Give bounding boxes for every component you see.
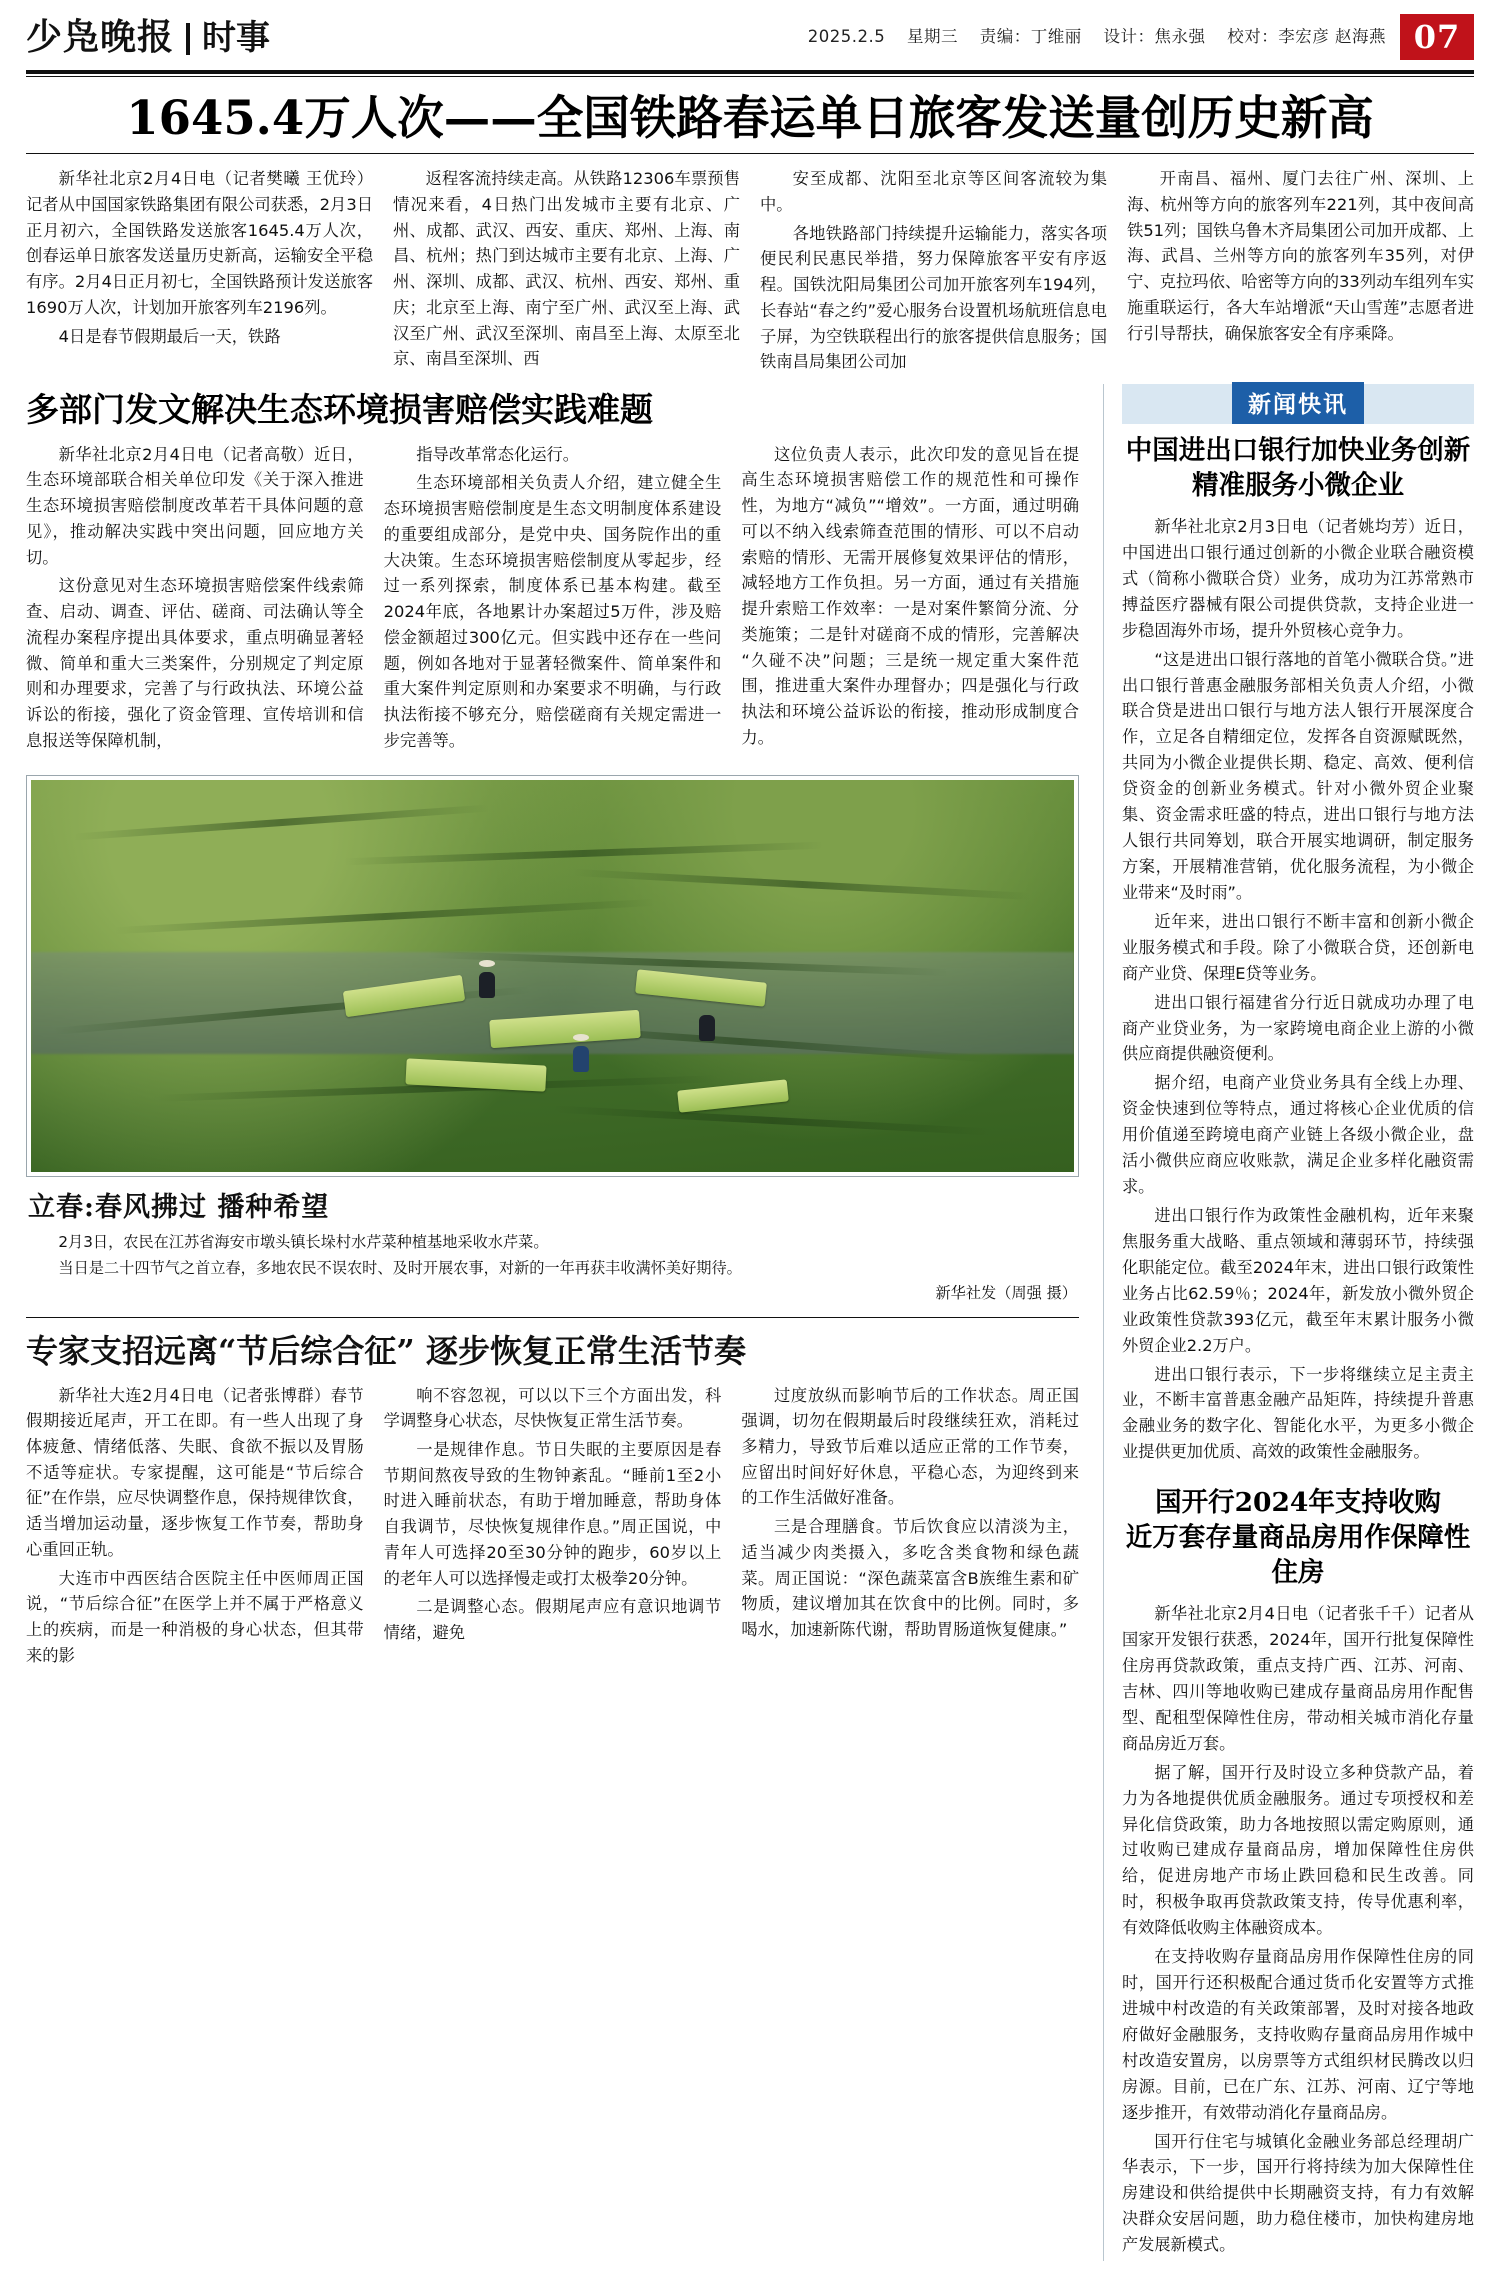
- rail-spacer: [1122, 1468, 1474, 1478]
- rail-story1-heading-line1: 中国进出口银行加快业务创新: [1125, 435, 1471, 467]
- rail-story1-heading-line2: 精准服务小微企业: [1192, 470, 1404, 502]
- top-story-column-3: [760, 166, 1107, 378]
- eco-column-1: [26, 442, 364, 757]
- paragraph: 这位负责人表示，此次印发的意见旨在提高生态环境损害赔偿工作的规范性和可操作性，为地方“减负”“增效”。一方面，通过明确可以不纳入线索筛查范围的情形、可以不启动索赔的情形、无需开展修复效果评估的情形，减轻地方工作负担。另一方面，通过有关措施提升索赔工作效率：一是对案件繁简分流、分类施策；二是针对磋商不成的情形，完善解决“久碰不决”问题；三是统一规定重大案件范围，推进重大案件办理督办；四是强化与行政执法和环境公益诉讼的衔接，推动形成制度合力。: [741, 444, 1080, 747]
- expert-column-2: [384, 1383, 722, 1672]
- photo-caption-line: 当日是二十四节气之首立春，多地农民不误农时、及时开展农事，对新的一年再获丰收满怀美好期待。: [58, 1258, 742, 1277]
- newspaper-logo: [26, 16, 271, 58]
- paragraph: 进出口银行表示，下一步将继续立足主责主业，不断丰富普惠金融产品矩阵，持续提升普惠金融业务的数字化、智能化水平，为更多小微企业提供更加优质、高效的政策性金融服务。: [1122, 1364, 1474, 1462]
- paragraph: 指导改革常态化运行。: [416, 444, 580, 464]
- paragraph: 近年来，进出口银行不断丰富和创新小微企业服务模式和手段。除了小微联合贷，还创新电商产业贷、保理E贷等业务。: [1122, 911, 1474, 983]
- photo-image-celery-harvest: [31, 780, 1074, 1172]
- paragraph: 新华社北京2月3日电（记者姚均芳）近日，中国进出口银行通过创新的小微企业联合融资模式（简称小微联合贷）业务，成功为江苏常熟市搏益医疗器械有限公司提供贷款，支持企业进一步稳固海外市场，提升外贸核心竞争力。: [1122, 517, 1474, 640]
- paragraph: 这份意见对生态环境损害赔偿案件线索筛查、启动、调查、评估、磋商、司法确认等全流程办案程序提出具体要求，重点明确显著轻微、简单和重大三类案件，分别规定了判定原则和办理要求，完善了与行政执法、环境公益诉讼的衔接，强化了资金管理、宣传培训和信息报送等保障机制，: [26, 576, 364, 750]
- masthead-rule-thick: [26, 70, 1474, 74]
- paragraph: 大连市中西医结合医院主任中医师周正国说，“节后综合征”在医学上并不属于严格意义上的疾病，而是一种消极的身心状态，但其带来的影: [26, 1568, 364, 1665]
- page-title: 1645.4万人次——全国铁路春运单日旅客发送量创历史新高: [126, 90, 1374, 145]
- news-flash-tag: 新闻快讯: [1232, 382, 1364, 424]
- paragraph: 进出口银行作为政策性金融机构，近年来聚焦服务重大战略、重点领域和薄弱环节，持续强化职能定位。截至2024年末，进出口银行政策性业务占比62.59％；2024年，新发放小微外贸企业政策性贷款393亿元，截至年末累计服务小微外贸企业2.2万户。: [1122, 1206, 1474, 1355]
- paragraph: 据介绍，电商产业贷业务具有全线上办理、资金快速到位等特点，通过将核心企业优质的信用价值递至跨境电商产业链上各级小微企业，盘活小微供应商应收账款，满足企业多样化融资需求。: [1122, 1073, 1474, 1197]
- eco-column-3: [741, 442, 1079, 757]
- eco-column-2: [384, 442, 722, 757]
- photo-caption-title: 立春:春风拂过 播种希望: [28, 1191, 330, 1223]
- editor-credit: 责编：丁维丽: [979, 27, 1082, 46]
- photo-worker: [479, 972, 495, 998]
- news-flash-header: [1122, 384, 1474, 424]
- rail-story2-heading-line2: 近万套存量商品房用作保障性住房: [1125, 1522, 1471, 1589]
- expert-section-body: [26, 1383, 1079, 1672]
- publish-date: 2025.2.5: [807, 27, 886, 46]
- page-number-badge: 07: [1400, 14, 1474, 60]
- rail-story2-heading-line1: 国开行2024年支持收购: [1155, 1487, 1441, 1519]
- masthead-rule-thin: [26, 76, 1474, 77]
- expert-column-3: [741, 1383, 1079, 1672]
- paragraph: 过度放纵而影响节后的工作状态。周正国强调，切勿在假期最后时段继续狂欢，消耗过多精力，导致节后难以适应正常的工作节奏，应留出时间好好休息，平稳心态，为迎终到来的工作生活做好准备。: [741, 1385, 1080, 1508]
- expert-column-1: [26, 1383, 364, 1672]
- top-story-column-1: [26, 166, 373, 378]
- logo-main-text: 少凫晚报: [26, 16, 175, 58]
- paragraph: “这是进出口银行落地的首笔小微联合贷。”进出口银行普惠金融服务部相关负责人介绍，小微联合贷是进出口银行与地方法人银行开展深度合作，立足各自精细定位，发挥各自资源赋既然，共同为小微企业提供长期、稳定、高效、便利信贷资金的创新业务模式。针对小微外贸企业聚集、资金需求旺盛的特点，进出口银行与地方法人银行共同筹划，联合开展实地调研，制定服务方案，开展精准营销，优化服务流程，为小微企业带来“及时雨”。: [1122, 649, 1474, 902]
- paragraph: 国开行住宅与城镇化金融业务部总经理胡广华表示，下一步，国开行将持续为加大保障性住房建设和供给提供中长期融资支持，有力有效解决群众安居问题，助力稳住楼市，加快构建房地产发展新模式。: [1122, 2131, 1474, 2255]
- lower-layout: [26, 384, 1474, 2261]
- publish-weekday: 星期三: [907, 27, 958, 46]
- logo-section-text: 时事: [202, 18, 271, 58]
- paragraph: 4日是春节假期最后一天，铁路: [58, 326, 281, 346]
- masthead: [26, 14, 1474, 66]
- designer-credit: 设计：焦永强: [1103, 27, 1206, 46]
- paragraph: 据了解，国开行及时设立多种贷款产品，着力为各地提供优质金融服务。通过专项授权和差异化信贷政策，助力各地按照以需定购原则，通过收购已建成存量商品房，增加保障性住房供给，促进房地产市场止跌回稳和民生改善。同时，积极争取再贷款政策支持，传导优惠利率，有效降低收购主体融资成本。: [1122, 1762, 1474, 1938]
- paragraph: 新华社北京2月4日电（记者高敬）近日，生态环境部联合相关单位印发《关于深入推进生态环境损害赔偿制度改革若干具体问题的意见》，推动解决实践中突出问题，回应地方关切。: [26, 444, 364, 567]
- paragraph: 一是规律作息。节日失眠的主要原因是春节期间熬夜导致的生物钟紊乱。“睡前1至2小时进入睡前状态，有助于增加睡意，帮助身体自我调节，尽快恢复规律作息。”周正国说，中青年人可选择20至30分钟的跑步，60岁以上的老年人可以选择慢走或打太极拳20分钟。: [383, 1439, 722, 1588]
- photo-crop-rows: [31, 780, 1074, 1172]
- paragraph: 生态环境部相关负责人介绍，建立健全生态环境损害赔偿制度是生态文明制度体系建设的重要组成部分，是党中央、国务院作出的重大决策。生态环境损害赔偿制度从零起步，经过一系列探索，制度体系已基本构建。截至2024年底，各地累计办案超过5万件，涉及赔偿金额超过300亿元。但实践中还存在一些问题，例如各地对于显著轻微案件、简单案件和重大案件判定原则和办案要求不明确，与行政执法衔接不够充分，赔偿磋商有关规定需进一步完善等。: [383, 473, 722, 750]
- rail-story2-heading: [1122, 1486, 1474, 1591]
- photo-worker-hat: [479, 960, 495, 967]
- top-story: [26, 166, 1474, 378]
- paragraph: 开南昌、福州、厦门去往广州、深圳、上海、杭州等方向的旅客列车221列，其中夜间高铁51列；国铁乌鲁木齐局集团公司加开成都、上海、武昌、兰州等方向的旅客列车35列，对伊宁、克拉玛依、哈密等方向的33列动车组列车实施重联运行，各大车站增派“天山雪莲”志愿者进行引导帮扶，确保旅客安全有序乘降。: [1127, 169, 1474, 343]
- right-rail: [1103, 384, 1474, 2261]
- eco-section-heading: 多部门发文解决生态环境损害赔偿实践难题: [26, 390, 653, 430]
- rail-story1-heading: [1122, 434, 1474, 504]
- photo-worker: [573, 1046, 589, 1072]
- paragraph: 三是合理膳食。节后饮食应以清淡为主，适当减少肉类摄入，多吃含类食物和绿色蔬菜。周正国说：“深色蔬菜富含B族维生素和矿物质，建议增加其在饮食中的比例。同时，多喝水，加速新陈代谢，帮助胃肠道恢复健康。”: [741, 1517, 1080, 1640]
- top-story-column-4: [1127, 166, 1474, 378]
- photo-worker: [699, 1015, 715, 1041]
- headline-rule: [26, 153, 1474, 154]
- paragraph: 各地铁路部门持续提升运输能力，落实各项便民利民惠民举措，努力保障旅客平安有序返程。国铁沈阳局集团公司加开旅客列车194列，长春站“春之约”爱心服务台设置机场航班信息电子屏，为空铁联程出行的旅客提供信息服务；国铁南昌局集团公司加: [760, 223, 1107, 372]
- paragraph: 在支持收购存量商品房用作保障性住房的同时，国开行还积极配合通过货币化安置等方式推进城中村改造的有关政策部署，及时对接各地政府做好金融服务，支持收购存量商品房用作城中村改造安置房，以房票等方式组织材民腾改以归房源。目前，已在广东、江苏、河南、辽宁等地逐步推开，有效带动消化存量商品房。: [1122, 1947, 1474, 2122]
- masthead-meta: [284, 23, 1386, 51]
- proofreader-credit: 校对：李宏彦 赵海燕: [1227, 27, 1386, 46]
- paragraph: 安至成都、沈阳至北京等区间客流较为集中。: [760, 169, 1107, 214]
- expert-section-heading: 专家支招远离“节后综合征” 逐步恢复正常生活节奏: [26, 1332, 746, 1371]
- photo-caption-line: 2月3日，农民在江苏省海安市墩头镇长垛村水芹菜种植基地采收水芹菜。: [58, 1232, 549, 1251]
- paragraph: 二是调整心态。假期尾声应有意识地调节情绪，避免: [383, 1597, 722, 1643]
- eco-section-body: [26, 442, 1079, 757]
- paragraph: 新华社北京2月4日电（记者张千千）记者从国家开发银行获悉，2024年，国开行批复保障性住房再贷款政策，重点支持广西、江苏、河南、吉林、四川等地收购已建成存量商品房用作配售型、配租型保障性住房，带动相关城市消化存量商品房近万套。: [1122, 1604, 1474, 1753]
- logo-divider-bar: [186, 23, 190, 55]
- section-divider: [26, 1317, 1079, 1318]
- top-story-column-2: [393, 166, 740, 378]
- paragraph: 新华社北京2月4日电（记者樊曦 王优玲）记者从中国国家铁路集团有限公司获悉，2月3日正月初六，全国铁路发送旅客1645.4万人次，创春运单日旅客发送量历史新高，运输安全平稳有序。2月4日正月初七，全国铁路预计发送旅客1690万人次，计划加开旅客列车2196列。: [26, 169, 373, 317]
- left-main-column: [26, 384, 1079, 2261]
- photo-credit: 新华社发（周强 摄）: [935, 1284, 1077, 1303]
- paragraph: 返程客流持续走高。从铁路12306车票预售情况来看，4日热门出发城市主要有北京、广州、成都、武汉、西安、重庆、郑州、上海、南昌、杭州；热门到达城市主要有北京、上海、广州、深圳、成都、武汉、杭州、西安、郑州、重庆；北京至上海、南宁至广州、武汉至上海、武汉至广州、武汉至深圳、南昌至上海、太原至北京、南昌至深圳、西: [393, 169, 740, 369]
- paragraph: 进出口银行福建省分行近日就成功办理了电商产业贷业务，为一家跨境电商企业上游的小微供应商提供融资便利。: [1122, 992, 1474, 1064]
- paragraph: 响不容忽视，可以以下三个方面出发，科学调整身心状态，尽快恢复正常生活节奏。: [383, 1385, 722, 1431]
- photo-figure: [26, 775, 1079, 1177]
- paragraph: 新华社大连2月4日电（记者张博群）春节假期接近尾声，开工在即。有一些人出现了身体疲惫、情绪低落、失眠、食欲不振以及胃肠不适等症状。专家提醒，这可能是“节后综合征”在作祟，应尽快调整作息，保持规律饮食，适当增加运动量，逐步恢复工作节奏，帮助身心重回正轨。: [26, 1385, 364, 1559]
